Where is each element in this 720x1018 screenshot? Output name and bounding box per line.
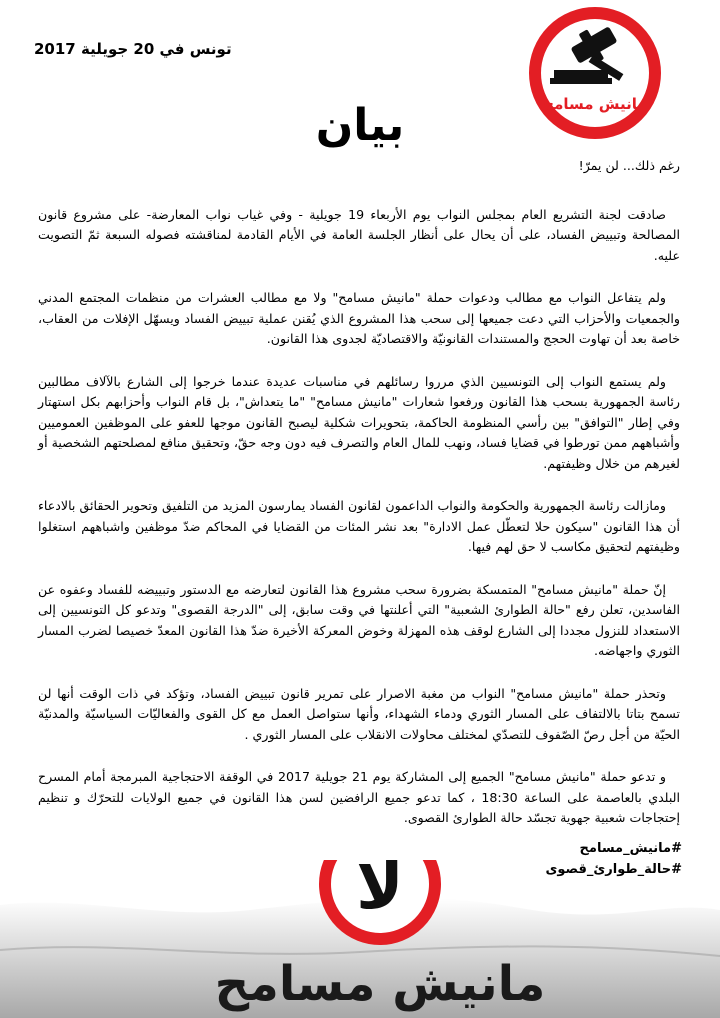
paragraph: إنّ حملة "مانيش مسامح" المتمسكة بضرورة سحب مشروع هذا القانون لتعارضه مع الدستور وتبييضه للفساد وعفوه عن الفاسدين، تعلن رفع "حالة الطوارئ الشعبية" التي أعلنتها في وقت سابق، إلى "الدرجة القصوى" وتدعو كل التونسيين إلى الاستعداد للنزول مجددا إلى الشارع لوقف هذه المهزلة وخوض المعركة الأخيرة ضدّ هذا القانون المعدّ خصيصا لضرب المسار الثوري واجهاضه. [38, 581, 680, 658]
statement-body [38, 156, 680, 851]
document-title: بيان [315, 100, 405, 151]
paragraph: ولم يتفاعل النواب مع مطالب ودعوات حملة "مانيش مسامح" ولا مع مطالب العشرات من منظمات المجتمع المدني والجمعيات والأحزاب التي دعت جميعها إلى سحب هذا المشروع الذي يُقنن عملية تبييض الفساد ويسهّل الإفلات من العقاب، خاصة بعد أن تهاوت الحجج والمستندات القانونيّة والاقتصاديّة لجدوى هذا القانون. [38, 290, 680, 346]
intro-line: رغم ذلك... لن يمرّ! [578, 158, 680, 173]
date-line: تونس في 20 جويلية 2017 [34, 40, 232, 58]
paragraph: ومازالت رئاسة الجمهورية والحكومة والنواب الداعمون لقانون الفساد يمارسون المزيد من التلفيق وتحوير الحقائق بالادعاء أن هذا القانون "سيكون حلا لتعطّل عمل الادارة" بعد نشر المئات من القضايا في المحاكم ضدّ موظفين واشباههم استغلوا وظيفتهم لتحقيق مكاسب لا حق لهم فيها. [38, 498, 680, 554]
no-sign-icon [325, 860, 435, 939]
bottom-banner [0, 860, 720, 1018]
hashtag: #حالة_طوارئ_قصوى [545, 862, 682, 877]
paragraph: صادقت لجنة التشريع العام بمجلس النواب يوم الأربعاء 19 جويلية - وفي غياب نواب المعارضة- على مشروع قانون المصالحة وتبييض الفساد، على أن يحال على أنظار الجلسة العامة في الأيام القادمة لمناقشته فصوله السبعة ثمّ التصويت عليه. [38, 206, 680, 263]
banner-slogan: مانيش مسامح [214, 956, 546, 1012]
paragraph: و تدعو حملة "مانيش مسامح" الجميع إلى المشاركة يوم 21 جويلية 2017 في الوقفة الاحتجاجية المبرمجة أمام المسرح البلدي بالعاصمة على الساعة 18:30 ، كما تدعو جميع الرافضين لسن هذا القانون في جميع الولايات للتحرّك و تنظيم إحتجاجات شعبية جهوية تجسّد حالة الطوارئ القصوى. [38, 769, 680, 825]
no-sign-text: لا [356, 860, 404, 924]
paragraph: ولم يستمع النواب إلى التونسيين الذي مرروا رسائلهم في مناسبات عديدة عندما خرجوا إلى الشارع بالآلاف مطالبين رئاسة الجمهورية بسحب هذا القانون ورفعوا شعارات "مانيش مسامح" "ما يتعداش"، بل قام النواب وأحزابهم بكل استهتار وفي إطار "التوافق" بين رأسي المنظومة الحاكمة، بتحويرات شكلية ليصبح القانون موجها للعفو على الموظفين العموميين وأشباههم ممن تورطوا في قضايا فساد، ونهب للمال العام والتصرف فيه دون وجه حقّ، وتحقيق منافع لمصلحتهم الشخصية أو لغيرهم من خلال وظيفتهم. [38, 373, 680, 471]
paragraph: وتحذر حملة "مانيش مسامح" النواب من مغبة الاصرار على تمرير قانون تبييض الفساد، وتؤكد في ذات الوقت أنها لن تسمح بتاتا بالالتفاف على المسار الثوري ودماء الشهداء، وأنها ستواصل العمل مع كل القوى والفعاليّات السياسيّة والمدنيّة الحيّة من أجل رصّ الصّفوف للتصدّي لمختلف محاولات الانقلاب على المسار الثوري . [38, 685, 680, 742]
hashtag: #مانيش_مسامح [579, 841, 682, 856]
logo-text: مانيش مسامح [543, 95, 647, 113]
